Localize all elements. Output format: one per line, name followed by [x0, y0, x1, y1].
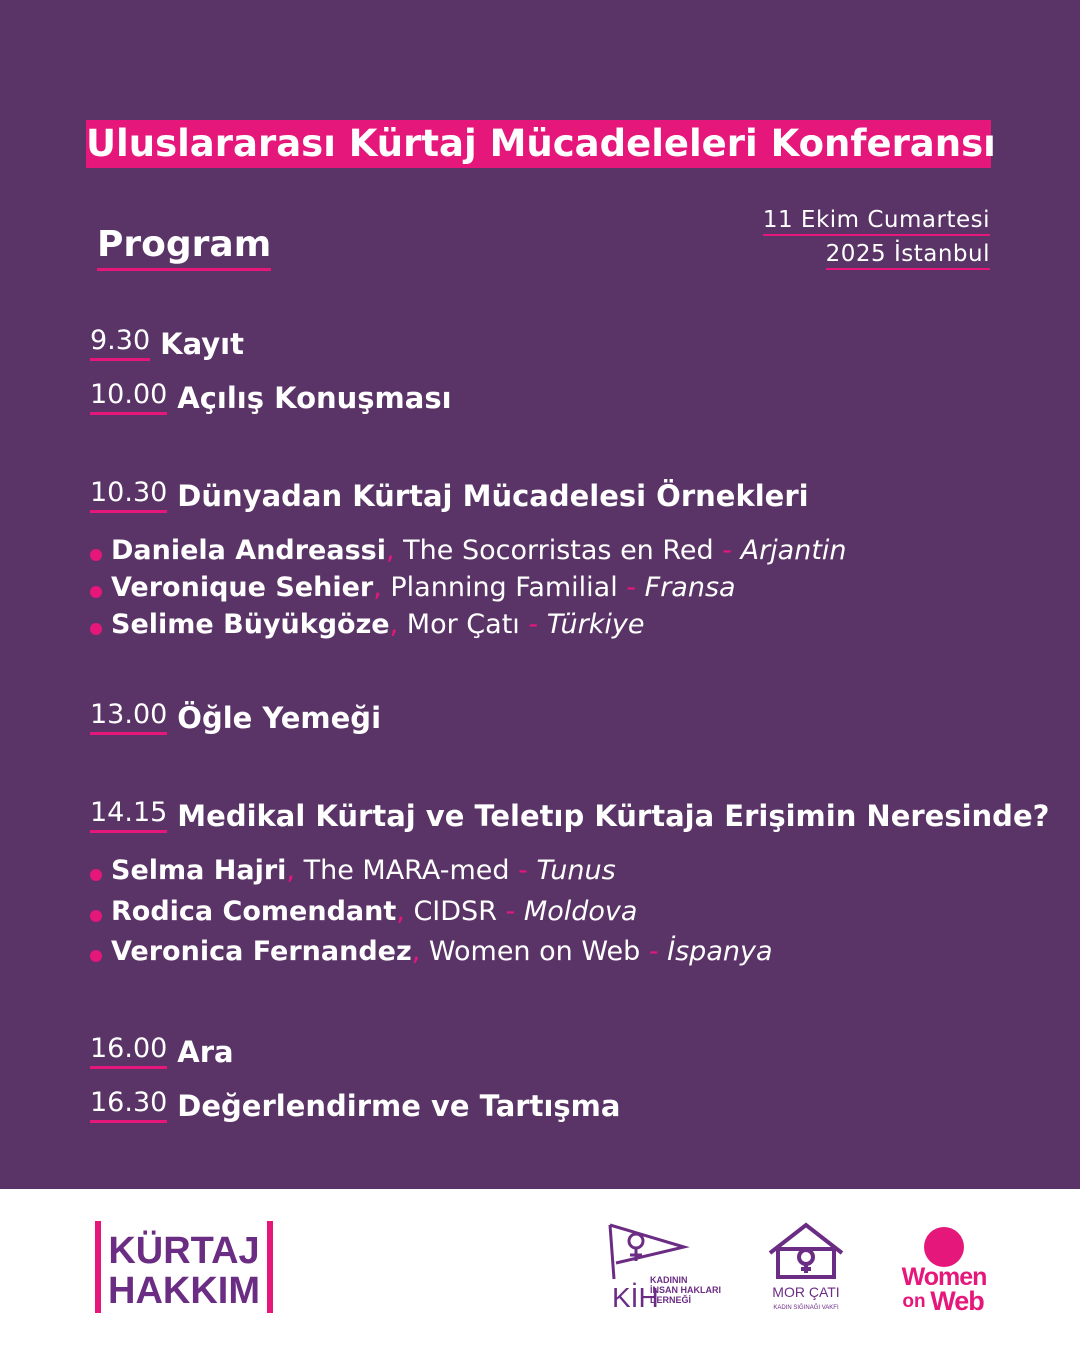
schedule-item	[90, 324, 244, 361]
separator: ,	[396, 896, 405, 927]
separator: ,	[411, 936, 421, 967]
logo-bar-left	[95, 1221, 101, 1313]
kih-name-line1: KADININ	[650, 1275, 688, 1285]
mor-cati-logo-art	[764, 1219, 848, 1315]
schedule-title: Dünyadan Kürtaj Mücadelesi Örnekleri	[177, 479, 809, 513]
speaker-country: Arjantin	[740, 535, 847, 566]
speaker-country: Türkiye	[546, 609, 645, 640]
kurtaj-hakkim-logo	[94, 1219, 276, 1315]
kih-logo	[600, 1219, 732, 1313]
schedule-time: 9.30	[90, 324, 150, 361]
speaker-org: The MARA-med	[303, 855, 510, 886]
speaker-org: Planning Familial	[390, 572, 618, 603]
speaker-country: İspanya	[667, 936, 773, 967]
speaker-country: Moldova	[523, 896, 638, 927]
separator: -	[722, 535, 733, 566]
kurtaj-logo-line2: HAKKIM	[108, 1270, 260, 1312]
schedule-title: Öğle Yemeği	[177, 701, 382, 735]
separator: -	[626, 572, 637, 603]
schedule-title: Ara	[177, 1035, 234, 1069]
kih-abbr: KİH	[612, 1282, 659, 1313]
bullet-icon	[90, 586, 102, 598]
bullet-icon	[90, 950, 102, 962]
speaker-row	[90, 534, 847, 568]
wow-line2b: Web	[930, 1286, 984, 1316]
circle-icon	[924, 1227, 964, 1267]
speaker-name: Selime Büyükgöze	[111, 609, 390, 640]
mor-cati-name: MOR ÇATI	[772, 1284, 840, 1300]
bullet-icon	[90, 910, 102, 922]
speaker-org: Women on Web	[428, 936, 641, 967]
schedule-time: 10.00	[90, 378, 167, 415]
schedule-time: 10.30	[90, 476, 167, 513]
speaker-row	[90, 608, 644, 642]
schedule-item	[90, 796, 1049, 833]
bullet-icon	[90, 549, 102, 561]
separator: -	[518, 855, 528, 886]
mor-cati-logo	[764, 1219, 848, 1315]
speaker-name: Veronica Fernandez	[111, 936, 412, 967]
kurtaj-hakkim-logo-art	[94, 1219, 276, 1315]
event-year-city: 2025 İstanbul	[826, 240, 990, 270]
speaker-name: Daniela Andreassi	[111, 535, 386, 566]
kih-name-line3: DERNEĞİ	[650, 1295, 692, 1305]
schedule-title: Değerlendirme ve Tartışma	[177, 1089, 621, 1123]
schedule-item	[90, 1086, 620, 1123]
wow-line2a: on	[902, 1291, 926, 1312]
speaker-row	[90, 854, 616, 888]
separator: ,	[373, 572, 382, 603]
speaker-country: Fransa	[644, 572, 736, 603]
wow-line1: Women	[901, 1263, 987, 1291]
separator: -	[648, 936, 659, 967]
schedule-item	[90, 378, 452, 415]
bullet-icon	[90, 869, 102, 881]
speaker-name: Selma Hajri	[111, 855, 287, 886]
separator: ,	[385, 535, 395, 566]
schedule-title: Açılış Konuşması	[177, 381, 452, 415]
mor-cati-sub: KADIN SIĞINAĞI VAKFI	[773, 1305, 839, 1311]
logo-bar-right	[267, 1221, 273, 1313]
speaker-org: The Socorristas en Red	[403, 535, 714, 566]
kih-logo-art	[600, 1219, 732, 1313]
speaker-country: Tunus	[536, 855, 616, 886]
schedule-time: 16.30	[90, 1086, 167, 1123]
speaker-name: Rodica Comendant	[111, 896, 397, 927]
schedule-item	[90, 698, 381, 735]
footer-logos	[0, 1189, 1080, 1350]
speaker-row	[90, 895, 637, 929]
speaker-row	[90, 935, 773, 969]
schedule-item	[90, 1032, 234, 1069]
house-icon	[770, 1225, 842, 1277]
title-banner	[86, 120, 996, 168]
page-title: Uluslararası Kürtaj Mücadeleleri Konferansı	[86, 122, 996, 165]
schedule-item	[90, 476, 809, 513]
schedule-time: 16.00	[90, 1032, 167, 1069]
women-on-web-logo-art	[892, 1225, 996, 1319]
speaker-org: Mor Çatı	[406, 609, 520, 640]
event-date: 11 Ekim Cumartesi	[763, 206, 990, 236]
separator: -	[528, 609, 539, 640]
speaker-org: CIDSR	[413, 896, 497, 927]
schedule-time: 14.15	[90, 796, 167, 833]
kurtaj-logo-line1: KÜRTAJ	[108, 1230, 260, 1272]
program-heading: Program	[97, 222, 271, 271]
schedule-title: Medikal Kürtaj ve Teletıp Kürtaja Erişimin Neresinde?	[177, 799, 1050, 833]
separator: ,	[286, 855, 296, 886]
separator: -	[505, 896, 516, 927]
bullet-icon	[90, 623, 102, 635]
separator: ,	[389, 609, 399, 640]
schedule-time: 13.00	[90, 698, 167, 735]
speaker-name: Veronique Sehier	[111, 572, 374, 603]
kih-name-line2: İNSAN HAKLARI	[650, 1285, 721, 1295]
speaker-row	[90, 571, 736, 605]
flag-icon	[610, 1225, 684, 1279]
schedule-title: Kayıt	[160, 327, 244, 361]
women-on-web-logo	[892, 1225, 996, 1319]
